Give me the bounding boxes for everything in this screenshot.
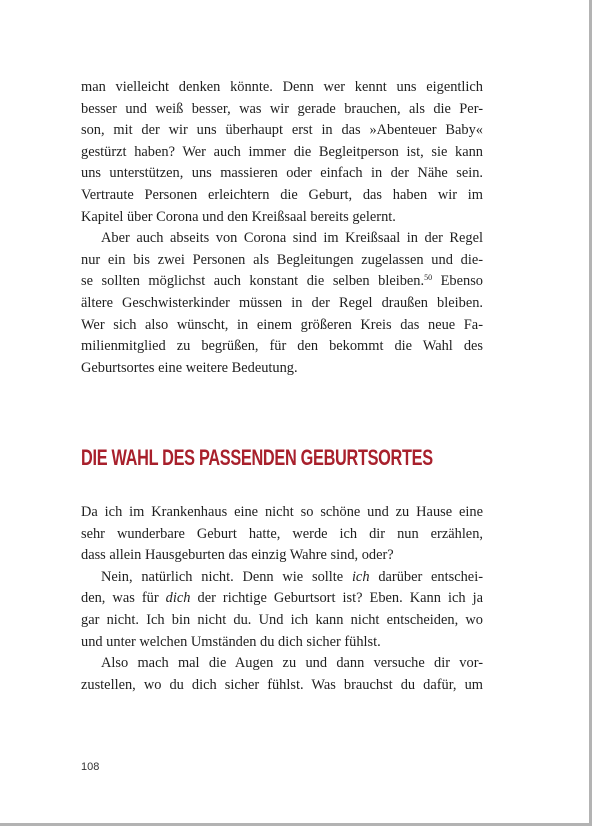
emphasis-text: ich [351, 568, 370, 585]
text-line: besser und weiß besser, was wir gerade brauchen, als die Per- [81, 100, 483, 117]
text-line: Da ich im Krankenhaus eine nicht so schöne und zu Hause eine [81, 504, 483, 520]
text-line: dass allein Hausgeburten das einzig Wahre sind, oder? [81, 547, 394, 564]
text-line: Also mach mal die Augen zu und dann versuche dir vor- [101, 655, 483, 672]
text-line [81, 567, 483, 589]
text-line: ältere Geschwisterkinder müssen in der Regel draußen bleiben. [81, 294, 483, 311]
text-segment: den, was für [81, 590, 166, 607]
text-line: uns unterstützen, uns massieren oder einfach in der Nähe sein. [81, 165, 483, 182]
text-line: Vertraute Personen erleichtern die Geburt, das haben wir im [81, 186, 483, 203]
text-line: gar nicht. Ich bin nicht du. Und ich kann nicht entscheiden, wo [81, 611, 483, 628]
text-line: Kapitel über Corona und den Kreißsaal bereits gelernt. [81, 208, 396, 225]
text-segment: der richtige Geburtsort ist? Eben. Kann ich ja [190, 590, 483, 607]
body-text-section-2 [81, 502, 483, 696]
text-line: nur ein bis zwei Personen als Begleitungen zugelassen und die- [81, 251, 483, 268]
text-line: son, mit der wir uns überhaupt erst in das »Abenteuer Baby« [81, 122, 483, 139]
text-line: Wer sich also wünscht, in einem größeren Kreis das neue Fa- [81, 316, 483, 333]
text-line [81, 271, 483, 293]
text-segment: darüber entschei- [369, 568, 483, 585]
text-segment: Ebenso [432, 273, 483, 290]
section-heading: DIE WAHL DES PASSENDEN GEBURTSORTES [81, 445, 433, 470]
text-line: Geburtsortes eine weitere Bedeutung. [81, 359, 298, 376]
text-line: man vielleicht denken könnte. Denn wer kennt uns eigentlich [81, 79, 483, 95]
text-line: gestürzt haben? Wer auch immer die Begleitperson ist, sie kann [81, 143, 483, 160]
text-line: sehr wunderbare Geburt hatte, werde ich dir nun erzählen, [81, 525, 483, 542]
text-line: milienmitglied zu begrüßen, für den bekommt die Wahl des [81, 338, 483, 355]
text-segment: se sollten möglichst auch konstant die selben bleiben. [81, 273, 425, 290]
footnote-marker: 50 [424, 273, 433, 283]
body-text-section-1 [81, 77, 483, 379]
text-line: Aber auch abseits von Corona sind im Kreißsaal in der Regel [101, 230, 483, 247]
text-segment: Nein, natürlich nicht. Denn wie sollte [101, 568, 352, 585]
emphasis-text: dich [165, 590, 191, 607]
text-line [81, 588, 483, 610]
text-line: zustellen, wo du dich sicher fühlst. Was brauchst du dafür, um [81, 676, 483, 693]
page-number: 108 [81, 761, 100, 773]
text-line: und unter welchen Umständen du dich sicher fühlst. [81, 633, 381, 650]
